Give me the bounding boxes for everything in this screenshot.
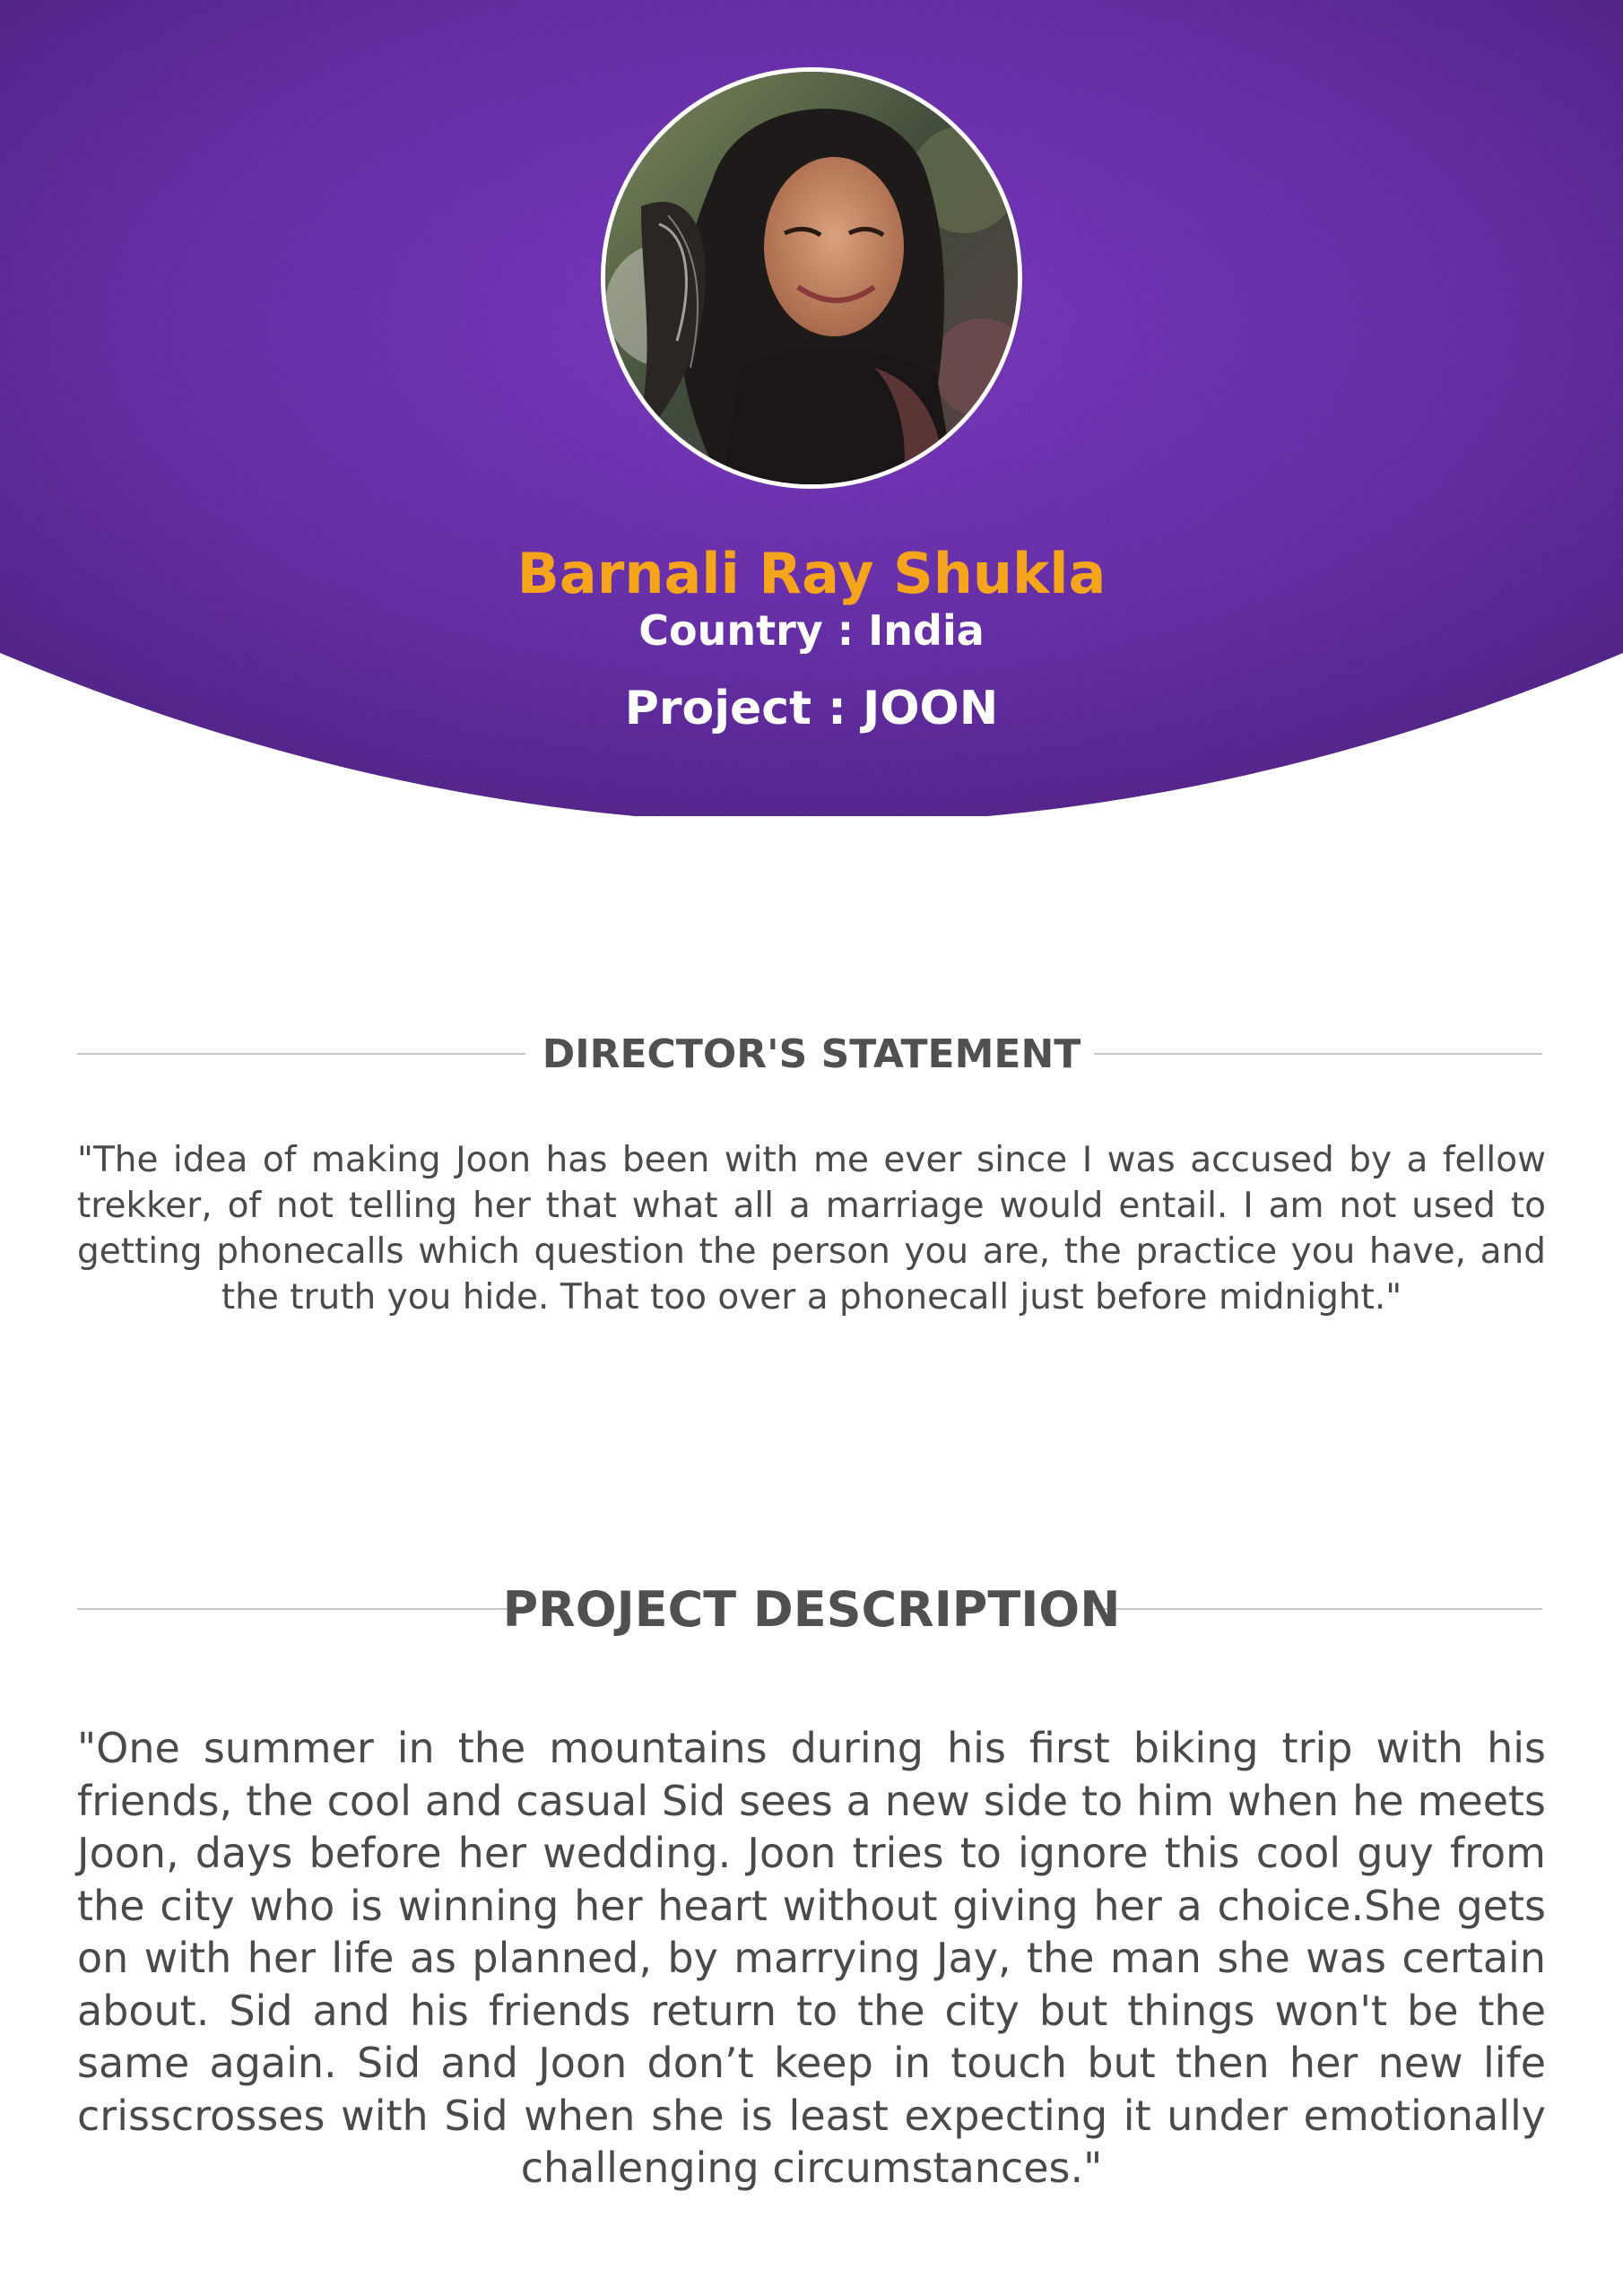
project-description-text: "One summer in the mountains during his first biking trip with his friends, the cool and casual Sid sees a new side to him when he meets Joon, days before her wedding. Joon tries to ignore this cool guy from the city who is winning her heart without giving her a choice.She gets on with her life as planned, by marrying Jay, the man she was certain about. Sid and his friends return to the city but things won't be the same again. Sid and Joon don’t keep in touch but then her new life crisscrosses with Sid when she is least expecting it under emotionally challenging circumstances." — [77, 1724, 1546, 2192]
project-label: Project : JOON — [624, 682, 999, 735]
directors-statement-text: "The idea of making Joon has been with me ever since I was accused by a fellow trekker, of not telling her that what all a marriage would entail. I am not used to getting phonecalls which question the person you are, the practice you have, and the truth you hide. That too over a phonecall just before midnight." — [77, 1140, 1546, 1318]
directors-statement-heading: DIRECTOR'S STATEMENT — [542, 1031, 1081, 1077]
country-label: Country : India — [638, 606, 985, 655]
director-name: Barnali Ray Shukla — [516, 541, 1107, 606]
director-portrait — [601, 67, 1022, 489]
project-description-heading: PROJECT DESCRIPTION — [502, 1581, 1121, 1638]
